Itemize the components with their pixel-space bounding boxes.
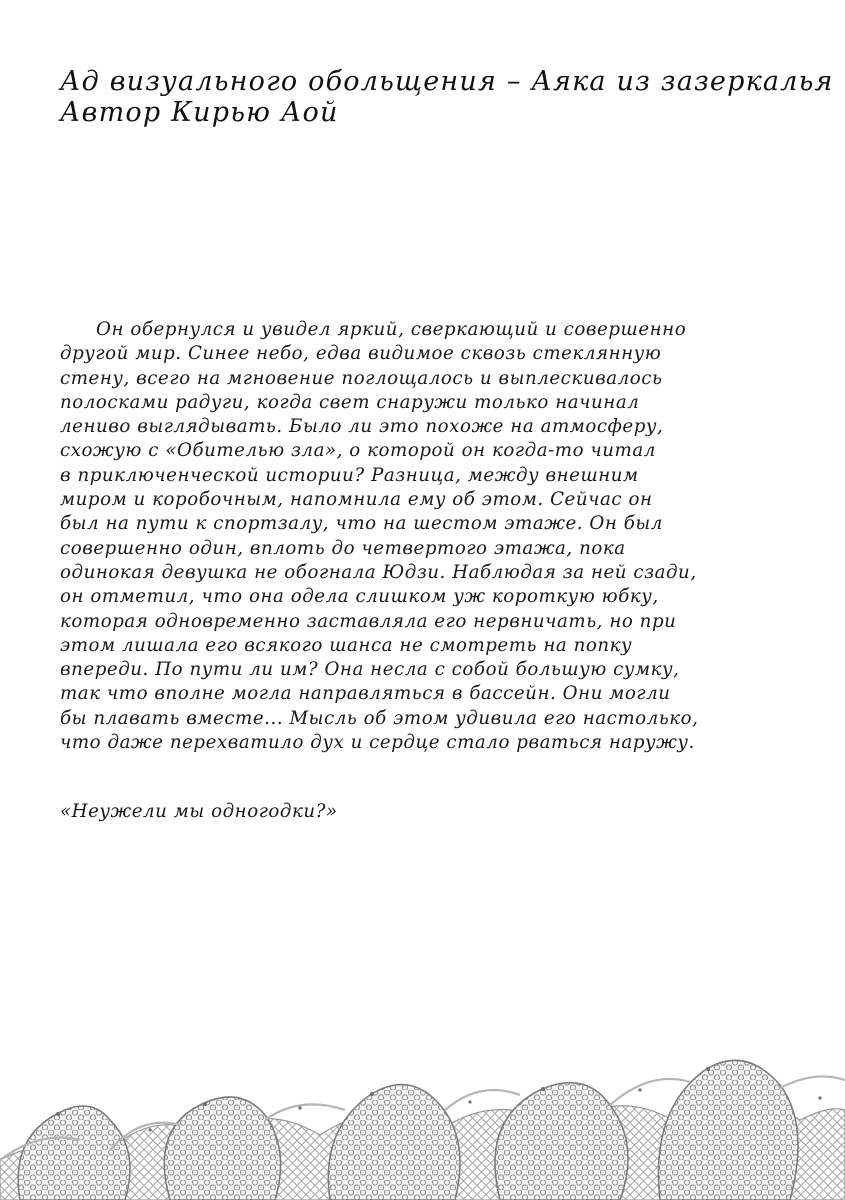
author-line: Автор Кирью Аой bbox=[60, 97, 339, 128]
paragraph-line: впереди. По пути ли им? Она несла с собой большую сумку, bbox=[60, 659, 680, 681]
paragraph-line: бы плавать вместе... Мысль об этом удивила его настолько, bbox=[60, 707, 699, 729]
paragraph-line: миром и коробочным, напомнила ему об этом. Сейчас он bbox=[60, 489, 653, 511]
title-block bbox=[60, 66, 834, 128]
paragraph-line: стену, всего на мгновение поглощалось и выплескивалось bbox=[60, 367, 663, 389]
paragraph-line: схожую с «Обителью зла», о которой он когда-то читал bbox=[60, 440, 656, 462]
dialogue-line: «Неужели мы одногодки?» bbox=[60, 801, 338, 822]
paragraph-line: совершенно один, вплоть до четвертого этажа, пока bbox=[60, 537, 626, 559]
lace-border-decoration bbox=[0, 1010, 845, 1200]
paragraph-line: одинокая девушка не обогнала Юдзи. Наблюдая за ней сзади, bbox=[60, 561, 697, 583]
paragraph-line: был на пути к спортзалу, что на шестом этаже. Он был bbox=[60, 513, 663, 535]
paragraph-line: в приключенческой истории? Разница, между внешним bbox=[60, 464, 639, 486]
paragraph-line: Он обернулся и увидел яркий, сверкающий и совершенно bbox=[96, 319, 687, 340]
paragraph-line: он отметил, что она одела слишком уж короткую юбку, bbox=[60, 586, 659, 608]
page-title: Ад визуального обольщения – Аяка из зазеркалья bbox=[60, 66, 834, 97]
paragraph-line: другой мир. Синее небо, едва видимое сквозь стеклянную bbox=[60, 343, 662, 365]
body-paragraph bbox=[60, 318, 800, 755]
paragraph-line: лениво выглядывать. Было ли это похоже на атмосферу, bbox=[60, 416, 664, 438]
paragraph-line: которая одновременно заставляла его нервничать, но при bbox=[60, 610, 677, 632]
paragraph-line: так что вполне могла направляться в бассейн. Они могли bbox=[60, 683, 671, 705]
paragraph-line: этом лишала его всякого шанса не смотреть на попку bbox=[60, 634, 633, 656]
paragraph-line: что даже перехватило дух и сердце стало рваться наружу. bbox=[60, 732, 695, 754]
paragraph-line: полосками радуги, когда свет снаружи только начинал bbox=[60, 391, 640, 413]
